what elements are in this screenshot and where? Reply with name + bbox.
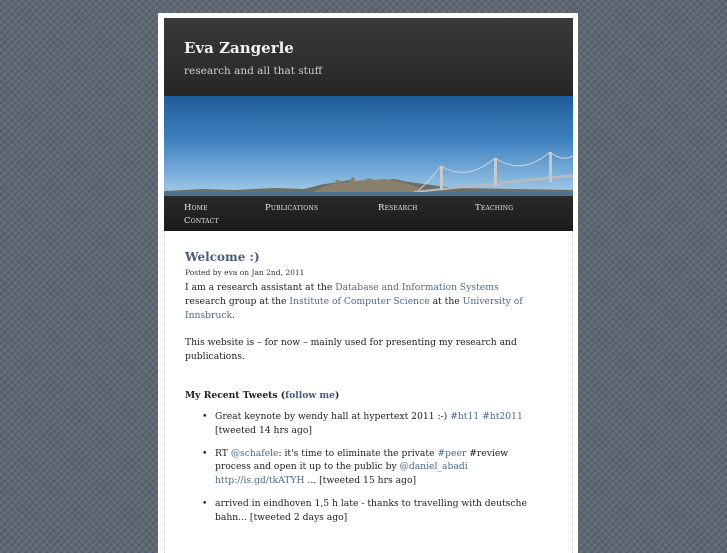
post-text: research group at the bbox=[185, 295, 290, 307]
tweet-text: RT bbox=[215, 447, 231, 459]
post-paragraph-2: This website is – for now – mainly used for presenting my research and publications. bbox=[185, 337, 517, 363]
post-author: eva bbox=[224, 268, 238, 277]
tweet-timestamp: ... [tweeted 15 hrs ago] bbox=[304, 475, 417, 487]
list-item bbox=[185, 497, 535, 525]
nav-teaching[interactable]: Teaching bbox=[475, 203, 514, 213]
dbis-link[interactable]: Database and Information Systems bbox=[335, 282, 499, 293]
site-tagline: research and all that stuff bbox=[184, 65, 323, 77]
tweet-text: Great keynote by wendy hall at hypertext 2011 :-) bbox=[215, 411, 451, 422]
bullet-icon: • bbox=[202, 411, 208, 422]
post-text: at the bbox=[429, 295, 463, 307]
hashtag-link[interactable]: #peer bbox=[437, 447, 467, 459]
site-title[interactable]: Eva Zangerle bbox=[184, 39, 294, 57]
post-body bbox=[185, 281, 530, 378]
nav-home[interactable]: Home bbox=[184, 203, 208, 213]
hashtag-link[interactable]: #ht11 bbox=[450, 411, 480, 422]
follow-me-link[interactable]: follow me bbox=[285, 390, 336, 401]
post-meta bbox=[185, 268, 304, 277]
tweet-text: arrived in eindhoven 1,5 h late - thanks to travelling with deutsche bahn... bbox=[215, 497, 527, 523]
list-item bbox=[185, 410, 535, 438]
tweet-list bbox=[185, 410, 535, 534]
nav-publications[interactable]: Publications bbox=[265, 203, 319, 213]
post-paragraph-1 bbox=[185, 281, 530, 322]
tweet-timestamp: [tweeted 2 days ago] bbox=[246, 511, 348, 523]
bullet-icon: • bbox=[202, 447, 208, 459]
post-text: . bbox=[232, 309, 236, 321]
post-title[interactable]: Welcome :) bbox=[185, 250, 260, 264]
tweets-heading-label: My Recent Tweets bbox=[185, 390, 278, 401]
post-date: Jan 2nd, 2011 bbox=[251, 268, 305, 277]
tweet-timestamp: [tweeted 14 hrs ago] bbox=[215, 424, 312, 436]
tweets-open-paren: ( bbox=[277, 390, 286, 401]
page-container bbox=[158, 13, 578, 553]
bullet-icon: • bbox=[202, 497, 208, 509]
list-item bbox=[185, 447, 535, 488]
university-link[interactable]: University of Innsbruck bbox=[185, 295, 523, 321]
nav-contact[interactable]: Contact bbox=[184, 216, 219, 226]
tweets-heading bbox=[185, 390, 339, 401]
tweet-url-link[interactable]: http://is.gd/tkATYH bbox=[215, 475, 305, 487]
site-header bbox=[164, 18, 573, 96]
header-banner-image bbox=[164, 96, 573, 196]
user-mention-link[interactable]: @daniel_abadi bbox=[399, 461, 468, 473]
nav-research[interactable]: Research bbox=[378, 203, 418, 213]
post-meta-middle: on bbox=[237, 268, 252, 277]
bay-bridge-skyline-image bbox=[164, 96, 573, 196]
tweet-text: #review process and open it up to the public by bbox=[215, 447, 509, 473]
institute-link[interactable]: Institute of Computer Science bbox=[289, 295, 430, 307]
main-content bbox=[164, 231, 573, 553]
main-navigation bbox=[164, 196, 573, 231]
hashtag-link[interactable]: #ht2011 bbox=[482, 411, 523, 422]
post-text: I am a research assistant at the bbox=[185, 282, 336, 293]
user-mention-link[interactable]: @schafele bbox=[230, 447, 279, 459]
tweets-close-paren: ) bbox=[335, 390, 340, 401]
post-meta-prefix: Posted by bbox=[185, 268, 225, 277]
tweet-text: : it's time to eliminate the private bbox=[278, 447, 438, 459]
